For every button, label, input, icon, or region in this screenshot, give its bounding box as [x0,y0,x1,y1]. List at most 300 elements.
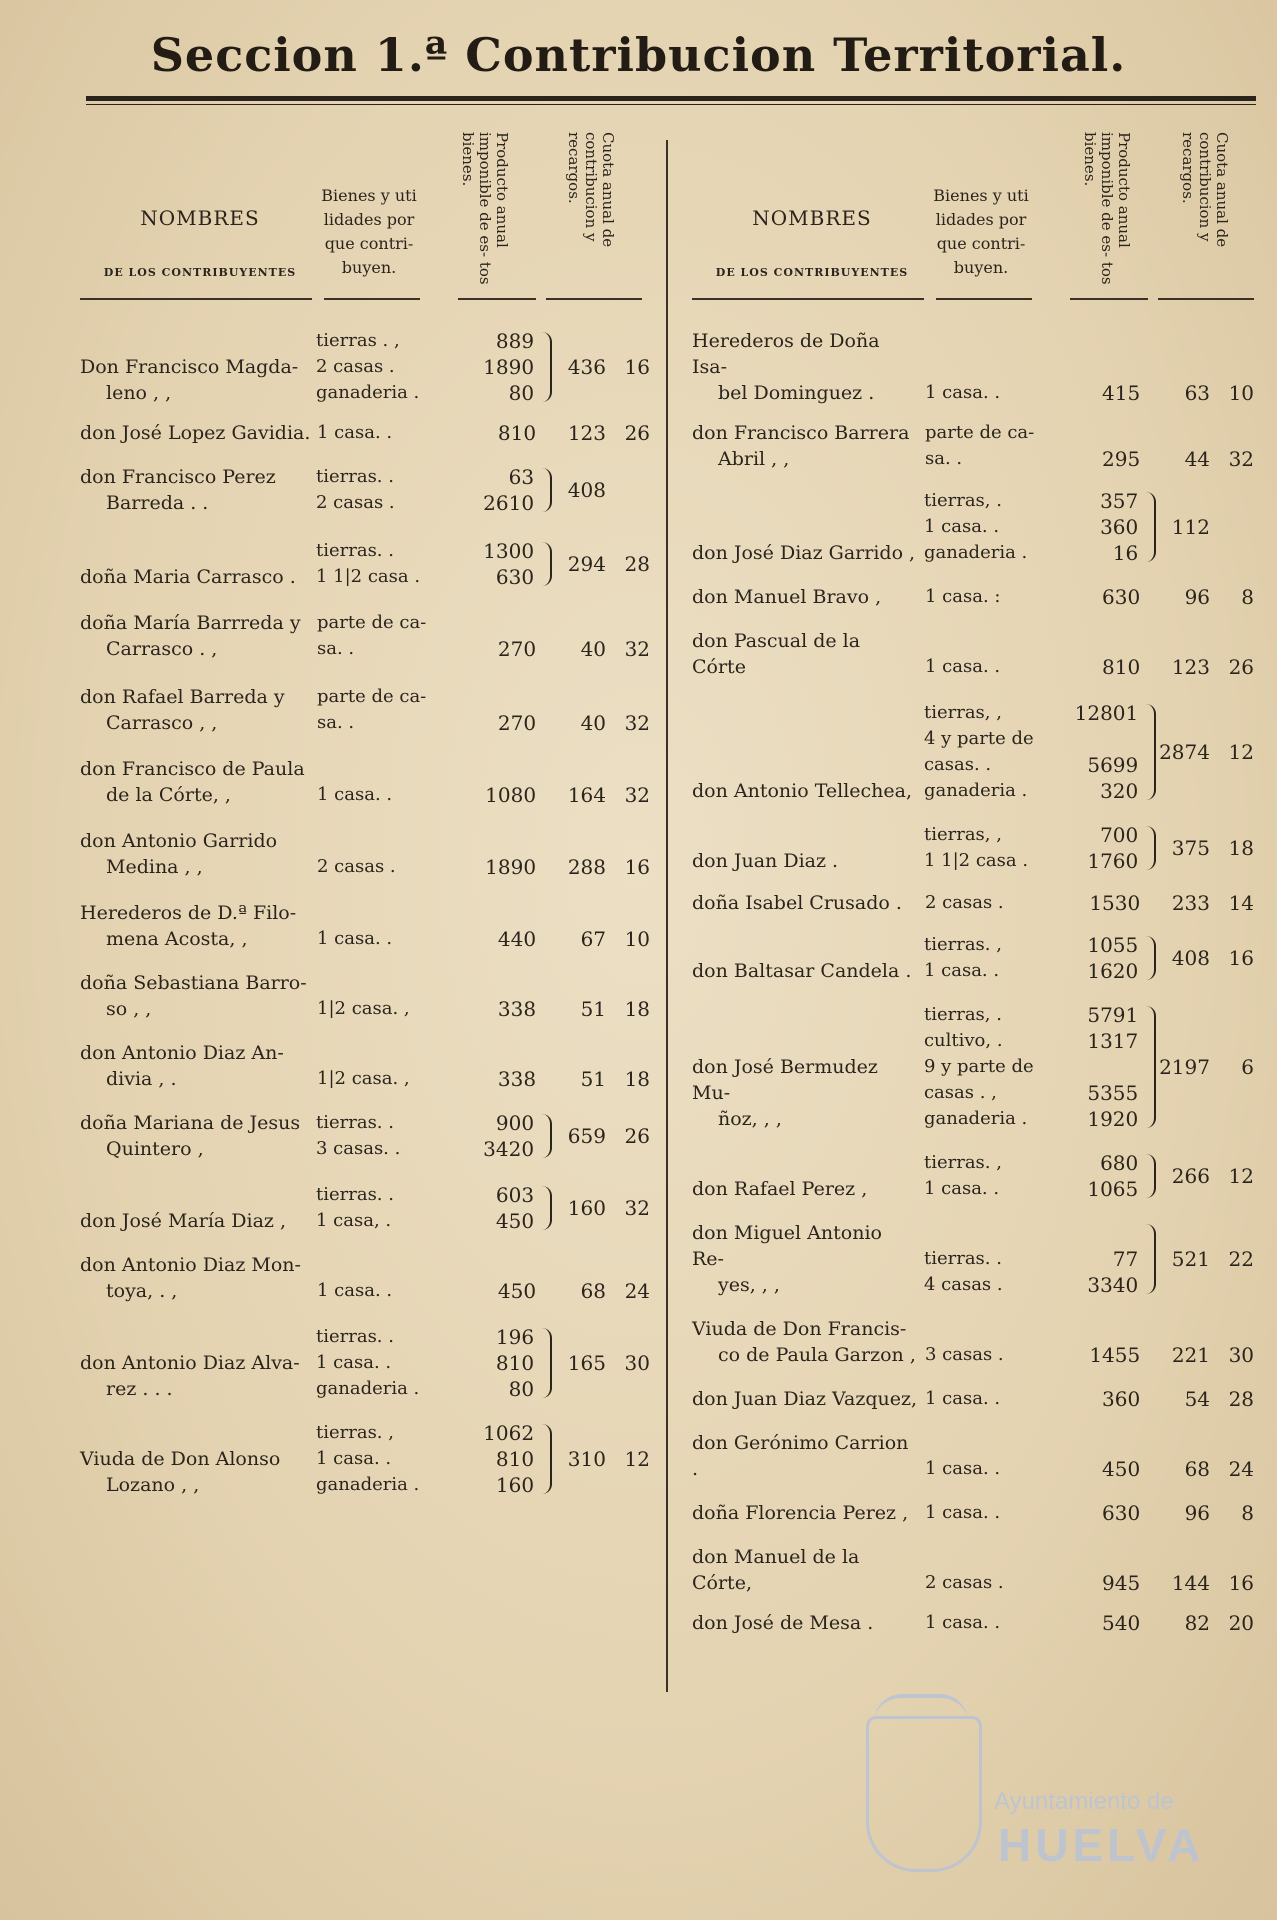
property-item: 1 casa. . [923,516,1000,537]
cuota-value [552,710,654,736]
product-value: 680 [1100,1151,1139,1175]
product-value: 1620 [1087,959,1139,983]
name-line: don Miguel Antonio Re- [692,1222,882,1270]
table-row [80,1040,654,1092]
brace [540,1424,552,1494]
name-line: don Antonio Diaz Alva- [80,1352,300,1374]
property-list [311,782,444,808]
property-list [918,1002,1049,1132]
name-line: doña Mariana de Jesus [80,1112,301,1134]
product-value: 1055 [1087,933,1139,957]
property-item: 1|2 casa. , [317,998,410,1019]
product-value: 270 [497,637,537,661]
cuota-value [552,636,654,662]
name-line: Herederos de D.ª Filo- [80,902,297,924]
cuota-reales: 375 [1171,836,1210,860]
product-value: 1890 [483,355,535,379]
table-row [692,328,1258,406]
property-item: 1 casa. . [924,1388,1001,1409]
contributor-name [80,1110,310,1162]
property-item: ganaderia . [923,1108,1028,1129]
property-item: 1 casa. . [924,382,1001,403]
cuota-maravedis: 16 [624,355,650,379]
property-item: casas. . [923,754,992,775]
page-title: Seccion 1.ª Contribucion Territorial. [150,28,1127,82]
cuota-reales: 436 [567,355,606,379]
property-item: 2 casas . [924,1572,1004,1593]
product-values [443,538,540,590]
cuota-value [1156,1570,1258,1596]
contributor-name [692,1544,919,1596]
brace [1144,492,1156,562]
cuota-maravedis: 30 [1228,1343,1255,1367]
cuota-value [1156,380,1258,406]
right-table [692,128,1258,1708]
cuota-reales: 310 [567,1447,606,1471]
product-value: 1065 [1087,1177,1139,1201]
brace [540,468,552,512]
property-list [918,822,1049,874]
product-values [1049,1002,1145,1132]
contributor-name [80,970,311,1022]
name-line: don Rafael Perez , [692,1178,868,1200]
name-line: so , , [106,998,152,1020]
property-item: tierras. . [315,466,394,487]
brace [1146,1320,1156,1364]
header-producto: Producto anual imponible de es- tos bienes. [459,132,511,285]
product-values [444,1278,542,1304]
watermark-line1: Ayuntamiento de [994,1788,1174,1815]
product-value: 80 [508,1377,535,1401]
cuota-reales: 112 [1171,515,1210,539]
table-row [692,420,1258,472]
cuota-value [1156,1610,1258,1636]
contributor-name [80,756,311,808]
property-list [310,538,443,590]
table-row [692,1500,1258,1526]
product-value: 3340 [1087,1273,1139,1297]
name-line: Carrasco , , [106,712,218,734]
cuota-maravedis: 6 [1241,1055,1254,1079]
name-line: don José Lopez Gavidia. [80,422,311,444]
property-list [919,1342,1050,1368]
property-item: tierras. . [315,1326,394,1347]
cuota-maravedis: 8 [1241,1501,1255,1525]
property-item: 1 casa. . [317,928,393,949]
name-line: don Francisco Perez [80,466,276,488]
property-item: 4 casas . [923,1274,1003,1295]
brace [1146,1614,1156,1632]
name-line: leno , , [106,382,172,404]
product-value: 1317 [1087,1029,1139,1053]
brace [1146,1390,1156,1408]
header-names-title: NOMBRES [140,206,260,230]
product-value: 360 [1102,1387,1141,1411]
header-names-title: NOMBRES [752,206,872,230]
property-list [918,932,1049,984]
product-value: 1062 [483,1421,535,1445]
name-line: don José María Diaz , [80,1210,287,1232]
product-value: 295 [1102,447,1141,471]
product-value: 1300 [483,539,535,563]
name-line: yes, , , [718,1274,780,1296]
product-values [443,1110,540,1162]
name-line: don Antonio Tellechea, [692,780,913,802]
brace [540,1186,552,1230]
product-value: 63 [508,465,535,489]
contributor-name [692,1316,919,1368]
cuota-maravedis: 18 [1228,836,1254,860]
product-value: 5355 [1087,1081,1139,1105]
brace [542,832,552,876]
brace [1144,1224,1156,1294]
property-list [919,890,1050,916]
property-list [311,420,444,446]
table-row [80,1324,654,1402]
property-item: 4 y parte de [923,728,1034,749]
product-value: 360 [1100,515,1139,539]
cuota-maravedis: 16 [1228,946,1254,970]
product-value: 357 [1100,489,1139,513]
contributor-name [692,848,918,874]
contributor-name [692,420,919,472]
property-item: cultivo, . [923,1030,1003,1051]
name-line: don José de Mesa . [692,1612,874,1634]
contributor-name [692,778,918,804]
brace [540,1328,552,1398]
name-line: doña Sebastiana Barro- [80,972,307,994]
product-value: 77 [1112,1247,1139,1271]
table-row [692,1150,1258,1202]
property-list [310,1324,443,1402]
product-values [1050,380,1146,406]
name-line: mena Acosta, , [106,928,248,950]
product-value: 630 [495,565,535,589]
cuota-reales: 266 [1171,1164,1210,1188]
property-item: tierras. . [315,1184,394,1205]
contributor-name [692,1500,919,1526]
product-values [444,636,542,662]
table-row [692,700,1258,804]
cuota-value [1156,515,1258,539]
table-row [80,1182,654,1234]
contributor-name [692,1054,918,1132]
product-values [444,420,542,446]
cuota-reales: 67 [580,927,607,951]
product-values [1050,654,1146,680]
property-list [919,1610,1050,1636]
product-values [1050,446,1146,472]
table-row [80,828,654,880]
header-cuota: Cuota anual de contribucion y recargos. [565,132,617,248]
product-value: 196 [495,1325,535,1349]
property-item: 1 casa. . [317,784,393,805]
table-row [692,1220,1258,1298]
right-rows [692,328,1258,1636]
cuota-maravedis: 8 [1241,585,1255,609]
table-row [80,1420,654,1498]
product-values [1049,1246,1145,1298]
property-item: parte de ca- [317,686,427,707]
cuota-reales: 233 [1171,891,1211,915]
property-item: 1 casa. . [315,1448,392,1469]
brace [542,614,552,658]
property-item: sa. . [317,638,355,659]
cuota-value [552,782,654,808]
product-values [1049,932,1145,984]
cuota-reales: 123 [1171,655,1211,679]
product-value: 630 [1102,585,1141,609]
property-list [919,654,1050,680]
contributor-name [692,1430,919,1482]
product-values [444,854,542,880]
table-row [80,1252,654,1304]
property-item: casas . , [923,1082,997,1103]
product-values [444,926,542,952]
property-item: parte de ca- [317,612,427,633]
property-list [919,380,1050,406]
product-values [444,996,542,1022]
table-row [80,756,654,808]
name-line: don Francisco Barrera [692,422,910,444]
table-row [80,464,654,516]
property-list [311,996,444,1022]
name-line: doña Maria Carrasco . [80,566,296,588]
header-bienes: Bienes y uti lidades por que contri- buyen. [933,186,1029,277]
property-item: 2 casas . [315,492,395,513]
name-line: don Antonio Diaz Mon- [80,1254,301,1276]
property-item: ganaderia . [315,1378,420,1399]
cuota-reales: 160 [567,1196,606,1220]
property-item: tierras . , [315,330,400,351]
name-line: Viuda de Don Francis- [692,1318,907,1340]
cuota-reales: 96 [1184,585,1211,609]
product-value: 3420 [483,1137,535,1161]
product-value: 5699 [1087,753,1139,777]
header-names [692,128,932,306]
contributor-name [692,1610,919,1636]
product-value: 810 [1102,655,1141,679]
cuota-maravedis: 32 [624,711,651,735]
name-line: don José Bermudez Mu- [692,1056,878,1104]
product-value: 700 [1100,823,1139,847]
cuota-maravedis: 12 [1228,1164,1254,1188]
cuota-value [552,420,654,446]
property-list [919,420,1050,472]
column-divider [666,140,668,1692]
cuota-value [1156,446,1258,472]
property-item: 2 casas . [315,356,395,377]
cuota-maravedis: 16 [1228,1571,1255,1595]
cuota-maravedis: 32 [1228,447,1255,471]
product-value: 810 [495,1447,535,1471]
brace [1144,1006,1156,1128]
cuota-value [1156,836,1258,860]
cuota-value [1156,1456,1258,1482]
cuota-value [1156,1342,1258,1368]
cuota-reales: 165 [567,1351,606,1375]
cuota-reales: 294 [567,552,606,576]
product-value: 160 [495,1473,535,1497]
name-line: Carrasco . , [106,638,218,660]
property-item: 1 casa. . [317,422,393,443]
product-values [1050,1386,1146,1412]
product-value: 80 [508,381,535,405]
cuota-value [1156,1247,1258,1271]
contributor-name [80,1040,311,1092]
name-line: don Manuel Bravo , [692,586,882,608]
property-item: parte de ca- [924,422,1035,443]
property-list [919,584,1050,610]
watermark-line2: HUELVA [998,1819,1205,1871]
cuota-maravedis: 32 [624,1196,650,1220]
brace [542,974,552,1018]
brace [540,332,552,402]
product-value: 810 [497,421,537,445]
cuota-maravedis: 24 [624,1279,651,1303]
product-values [443,328,540,406]
name-line: Herederos de Doña Isa- [692,330,880,378]
property-item: 1 casa. . [924,1612,1001,1633]
table-row [692,488,1258,566]
cuota-maravedis: 14 [1228,891,1255,915]
cuota-reales: 68 [580,1279,607,1303]
product-values [1050,1500,1146,1526]
property-list [919,1500,1050,1526]
table-row [80,970,654,1022]
property-list [919,1570,1050,1596]
contributor-name [692,958,918,984]
name-line: don Rafael Barreda y [80,686,285,708]
brace [1146,1434,1156,1478]
property-list [919,1386,1050,1412]
product-values [443,464,540,516]
cuota-value [552,996,654,1022]
product-values [1050,1456,1146,1482]
table-row [692,1002,1258,1132]
property-item: 2 casas . [317,856,396,877]
product-values [444,710,542,736]
property-item: sa. . [317,712,355,733]
cuota-value [552,926,654,952]
product-value: 945 [1102,1571,1141,1595]
property-item: ganaderia . [315,382,420,403]
product-value [1049,726,1139,752]
product-values [1050,1570,1146,1596]
product-values [1049,1150,1145,1202]
product-value: 16 [1112,541,1139,565]
contributor-name [80,684,311,736]
cuota-value [1156,1055,1258,1079]
cuota-value [552,1351,654,1375]
product-value: 900 [495,1111,535,1135]
product-values [443,1182,540,1234]
property-item: 1 casa. . [924,1502,1001,1523]
cuota-maravedis: 28 [624,552,650,576]
property-item: 1|2 casa. , [317,1068,410,1089]
property-list [918,1150,1049,1202]
name-line: don Gerónimo Carrion . [692,1432,909,1480]
cuota-maravedis: 16 [624,855,651,879]
table-row [692,628,1258,680]
property-list [310,1110,443,1162]
cuota-reales: 144 [1171,1571,1211,1595]
property-item: 1 casa, . [315,1210,392,1231]
table-row [692,1430,1258,1482]
name-line: co de Paula Garzon , [718,1344,916,1366]
cuota-reales: 68 [1184,1457,1211,1481]
left-rows [80,328,654,1498]
product-values [1050,890,1146,916]
property-item: 1 1|2 casa . [315,566,421,587]
product-value: 1890 [485,855,537,879]
contributor-name [80,1446,310,1498]
property-item: ganaderia . [923,780,1028,801]
table-row [692,584,1258,610]
cuota-reales: 288 [567,855,607,879]
cuota-value [1156,740,1258,764]
product-value: 5791 [1087,1003,1139,1027]
property-item: ganaderia . [315,1474,420,1495]
cuota-reales: 408 [567,478,606,502]
brace [1146,332,1156,402]
cuota-value [552,854,654,880]
property-list [918,700,1049,804]
product-value: 1920 [1087,1107,1139,1131]
cuota-maravedis: 18 [624,997,651,1021]
brace [1146,894,1156,912]
cuota-maravedis: 20 [1228,1611,1255,1635]
brace [542,424,552,442]
product-values [443,1324,540,1402]
brace [542,1044,552,1088]
left-table [80,128,654,1708]
property-item: tierras, , [923,702,1002,723]
name-line: rez . . . [106,1378,173,1400]
name-line: don José Diaz Garrido , [692,542,916,564]
contributor-name [692,328,919,406]
cuota-value [552,1447,654,1471]
name-line: divia , . [106,1068,177,1090]
property-item: 1 casa. . [923,960,1000,981]
table-row [692,932,1258,984]
property-item: tierras. . [315,540,394,561]
cuota-reales: 44 [1184,447,1211,471]
cuota-value [1156,946,1258,970]
cuota-value [1156,1164,1258,1188]
property-item: 2 casas . [924,892,1004,913]
property-item: ganaderia . [923,542,1028,563]
cuota-maravedis: 24 [1228,1457,1255,1481]
contributor-name [692,628,919,680]
cuota-maravedis: 30 [624,1351,650,1375]
property-item: 3 casas. . [315,1138,401,1159]
name-line: bel Dominguez . [718,382,875,404]
contributor-name [80,464,310,516]
cuota-value [1156,1500,1258,1526]
property-item: tierras. , [923,1152,1002,1173]
name-line: Don Francisco Magda- [80,356,299,378]
table-row [692,1316,1258,1368]
cuota-reales: 40 [580,637,607,661]
contributor-name [692,890,919,916]
name-line: toya, . , [106,1280,178,1302]
cuota-maravedis: 22 [1228,1247,1254,1271]
cuota-reales: 82 [1184,1611,1211,1635]
contributor-name [80,1252,311,1304]
product-value: 440 [497,927,537,951]
cuota-value [552,1124,654,1148]
